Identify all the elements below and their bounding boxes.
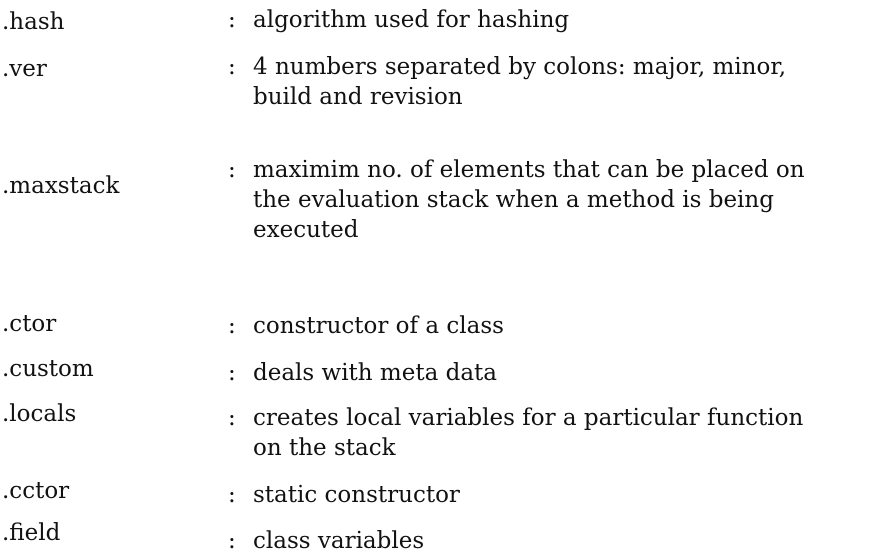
definition-line: executed bbox=[253, 217, 359, 243]
definition-line: maximim no. of elements that can be placed on bbox=[253, 157, 805, 183]
definition-line: creates local variables for a particular function bbox=[253, 405, 804, 431]
definition-line: deals with meta data bbox=[253, 360, 498, 386]
colon-separator: : bbox=[228, 482, 236, 508]
definition-text bbox=[253, 5, 878, 35]
definition-line: class variables bbox=[253, 528, 425, 554]
definition-text bbox=[253, 52, 878, 112]
definition-text bbox=[253, 358, 878, 388]
definition-text bbox=[253, 155, 878, 245]
colon-separator: : bbox=[228, 7, 236, 33]
colon-separator: : bbox=[228, 405, 236, 431]
colon-separator: : bbox=[228, 54, 236, 80]
definition-text bbox=[253, 403, 878, 463]
term-label: .ctor bbox=[2, 311, 57, 337]
colon-separator: : bbox=[228, 528, 236, 554]
term-label: .cctor bbox=[2, 478, 70, 504]
definition-line: on the stack bbox=[253, 435, 396, 461]
term-label: .locals bbox=[2, 401, 77, 427]
definition-line: build and revision bbox=[253, 84, 463, 110]
term-label: .hash bbox=[2, 9, 65, 35]
definition-line: algorithm used for hashing bbox=[253, 7, 570, 33]
definition-text bbox=[253, 526, 878, 556]
definition-line: 4 numbers separated by colons: major, minor, bbox=[253, 54, 787, 80]
definition-line: static constructor bbox=[253, 482, 460, 508]
colon-separator: : bbox=[228, 157, 236, 183]
term-label: .ver bbox=[2, 56, 47, 82]
definition-text bbox=[253, 480, 878, 510]
definition-line: the evaluation stack when a method is being bbox=[253, 187, 774, 213]
term-label: .custom bbox=[2, 356, 94, 382]
term-label: .maxstack bbox=[2, 173, 120, 199]
colon-separator: : bbox=[228, 360, 236, 386]
term-label: .field bbox=[2, 520, 61, 546]
colon-separator: : bbox=[228, 313, 236, 339]
definition-text bbox=[253, 311, 878, 341]
definition-line: constructor of a class bbox=[253, 313, 504, 339]
